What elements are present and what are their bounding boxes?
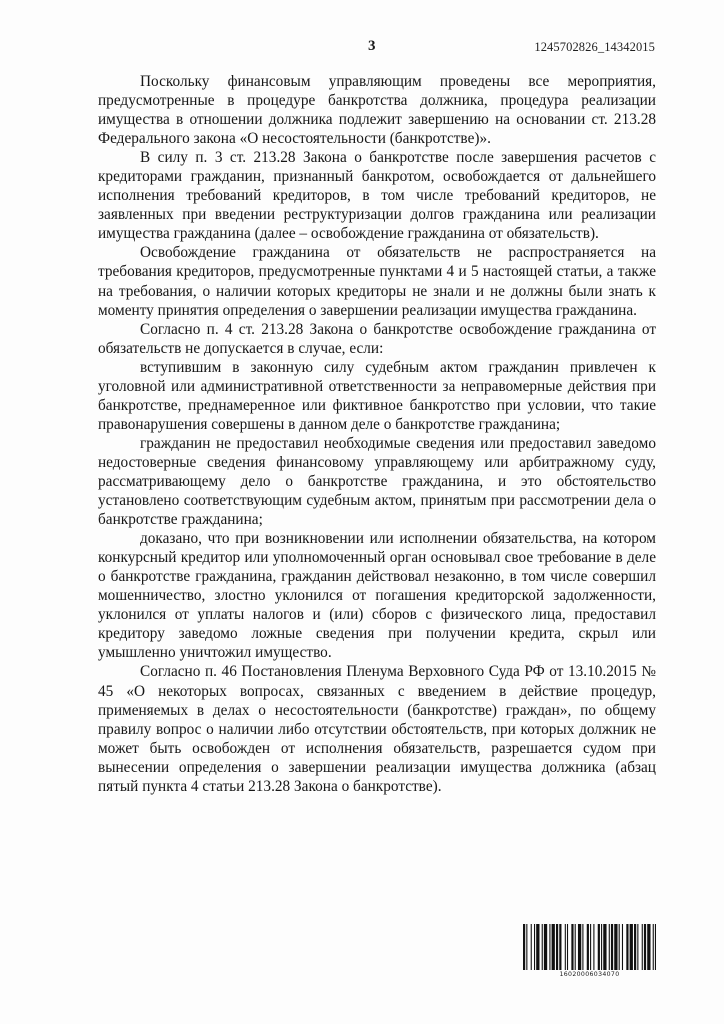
page-header	[98, 38, 655, 58]
paragraph: вступившим в законную силу судебным актом гражданин привлечен к уголовной или административной ответственности за неправомерные действия при банкротстве, преднамеренное или фиктивное банкротство при условии, что такие правонарушения совершены в данном деле о банкротстве гражданина;	[98, 358, 656, 433]
paragraph: Освобождение гражданина от обязательств не распространяется на требования кредиторов, предусмотренные пунктами 4 и 5 настоящей статьи, а также на требования, о наличии которых кредиторы не знали и не должны были знать к моменту принятия определения о завершении реализации имущества гражданина.	[98, 244, 656, 319]
paragraph: В силу п. 3 ст. 213.28 Закона о банкротстве после завершения расчетов с кредиторами гражданин, признанный банкротом, освобождается от дальнейшего исполнения требований кредиторов, в том числе требований кредиторов, не заявленных при введении реструктуризации долгов гражданина или реализации имущества гражданина (далее – освобождение гражданина от обязательств).	[98, 149, 656, 243]
paragraph: гражданин не предоставил необходимые сведения или предоставил заведомо недостоверные сведения финансовому управляющему или арбитражному суду, рассматривающему дело о банкротстве гражданина, и это обстоятельство установлено соответствующим судебным актом, принятым при рассмотрении дела о банкротстве гражданина;	[98, 434, 656, 529]
paragraph: доказано, что при возникновении или исполнении обязательства, на котором конкурсный кредитор или уполномоченный орган основывал свое требование в деле о банкротстве гражданина, гражданин действовал незаконно, в том числе совершил мошенничество, злостно уклонился от погашения кредиторской задолженности, уклонился от уплаты налогов и (или) сборов с физического лица, предоставил кредитору заведомо ложные сведения при получении кредита, скрыл или умышленно уничтожил имущество.	[98, 530, 656, 662]
paragraph: Поскольку финансовым управляющим проведены все мероприятия, предусмотренные в процедуре банкротства должника, процедура реализации имущества в отношении должника подлежит завершению на основании ст. 213.28 Федерального закона «О несостоятельности (банкротстве)».	[98, 73, 656, 148]
paragraph: Согласно п. 4 ст. 213.28 Закона о банкротстве освобождение гражданина от обязательств не допускается в случае, если:	[98, 320, 656, 357]
page-number: 3	[368, 38, 376, 54]
document-body	[98, 72, 656, 796]
barcode	[523, 924, 656, 979]
barcode-bars	[523, 924, 656, 970]
paragraph: Согласно п. 46 Постановления Пленума Верховного Суда РФ от 13.10.2015 № 45 «О некоторых вопросах, связанных с введением в действие процедур, применяемых в делах о несостоятельности (банкротстве) граждан», по общему правилу вопрос о наличии либо отсутствии обстоятельств, при которых должник не может быть освобожден от исполнения обязательств, разрешается судом при вынесении определения о завершении реализации имущества должника (абзац пятый пункта 4 статьи 213.28 Закона о банкротстве).	[98, 663, 656, 795]
barcode-number: 16020006034070	[559, 971, 620, 978]
document-id: 1245702826_14342015	[534, 40, 655, 54]
